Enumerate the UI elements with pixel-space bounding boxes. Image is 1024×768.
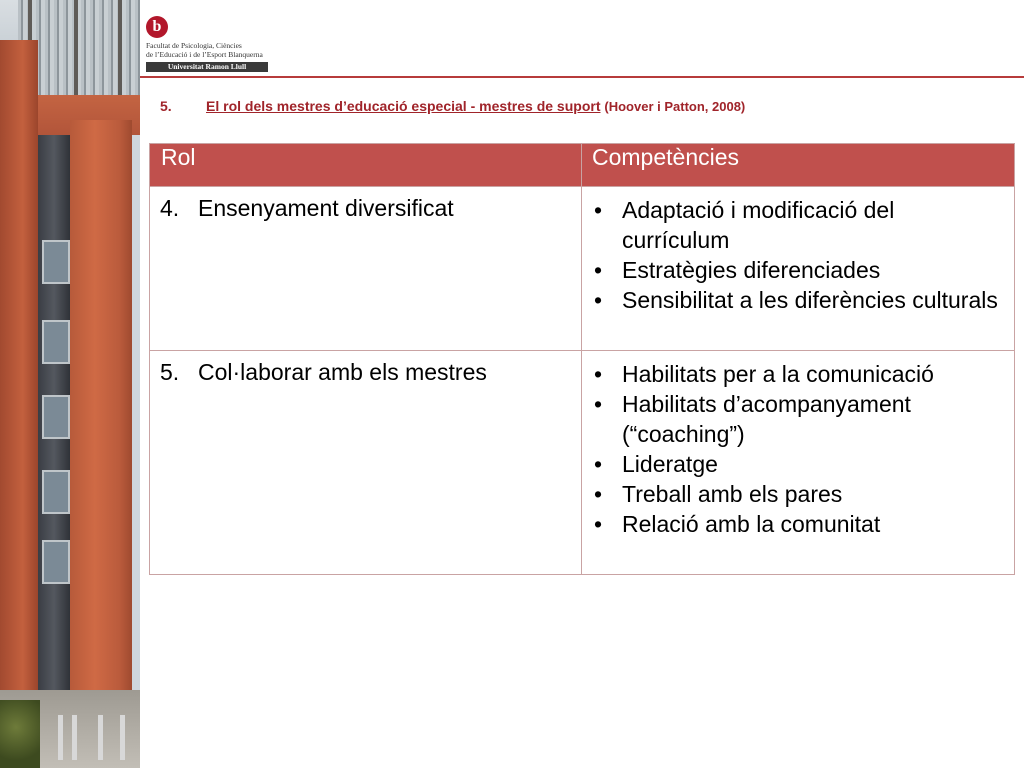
heading-number: 5.	[160, 98, 172, 114]
list-item: • Adaptació i modificació del currículum	[592, 195, 1004, 255]
university-name: Universitat Ramon Llull	[146, 62, 268, 72]
table-row	[150, 187, 1015, 351]
list-item: • Sensibilitat a les diferències culturals	[592, 285, 1004, 315]
slide-heading	[160, 98, 745, 114]
column-header-competencies: Competències	[582, 144, 1015, 187]
list-item: • Treball amb els pares	[592, 479, 1004, 509]
rol-cell	[150, 187, 582, 351]
competencies-list	[592, 195, 1004, 315]
list-item: • Habilitats per a la comunicació	[592, 359, 1004, 389]
competencies-cell	[582, 187, 1015, 351]
table-row	[150, 351, 1015, 575]
header-divider	[140, 76, 1024, 78]
rol-number: 4.	[160, 195, 180, 221]
column-header-rol: Rol	[150, 144, 582, 187]
blanquerna-logo-icon: b	[146, 16, 168, 38]
heading-title: El rol dels mestres d’educació especial - mestres de suport	[206, 98, 601, 114]
list-item: • Habilitats d’acompanyament (“coaching”)	[592, 389, 1004, 449]
rol-text: Ensenyament diversificat	[198, 195, 454, 221]
list-item: • Relació amb la comunitat	[592, 509, 1004, 539]
competencies-cell	[582, 351, 1015, 575]
faculty-name-line1: Facultat de Psicologia, Ciències	[146, 41, 242, 50]
heading-citation: (Hoover i Patton, 2008)	[604, 99, 746, 114]
rol-cell	[150, 351, 582, 575]
rol-text: Col·laborar amb els mestres	[198, 359, 487, 385]
list-item: • Lideratge	[592, 449, 1004, 479]
competencies-list	[592, 359, 1004, 539]
university-logo	[146, 16, 270, 72]
list-item: • Estratègies diferenciades	[592, 255, 1004, 285]
table-header-row	[150, 144, 1015, 187]
building-photo	[0, 0, 140, 768]
faculty-name-line2: de l’Educació i de l’Esport Blanquerna	[146, 50, 263, 59]
roles-table	[149, 143, 1015, 575]
rol-number: 5.	[160, 359, 180, 385]
